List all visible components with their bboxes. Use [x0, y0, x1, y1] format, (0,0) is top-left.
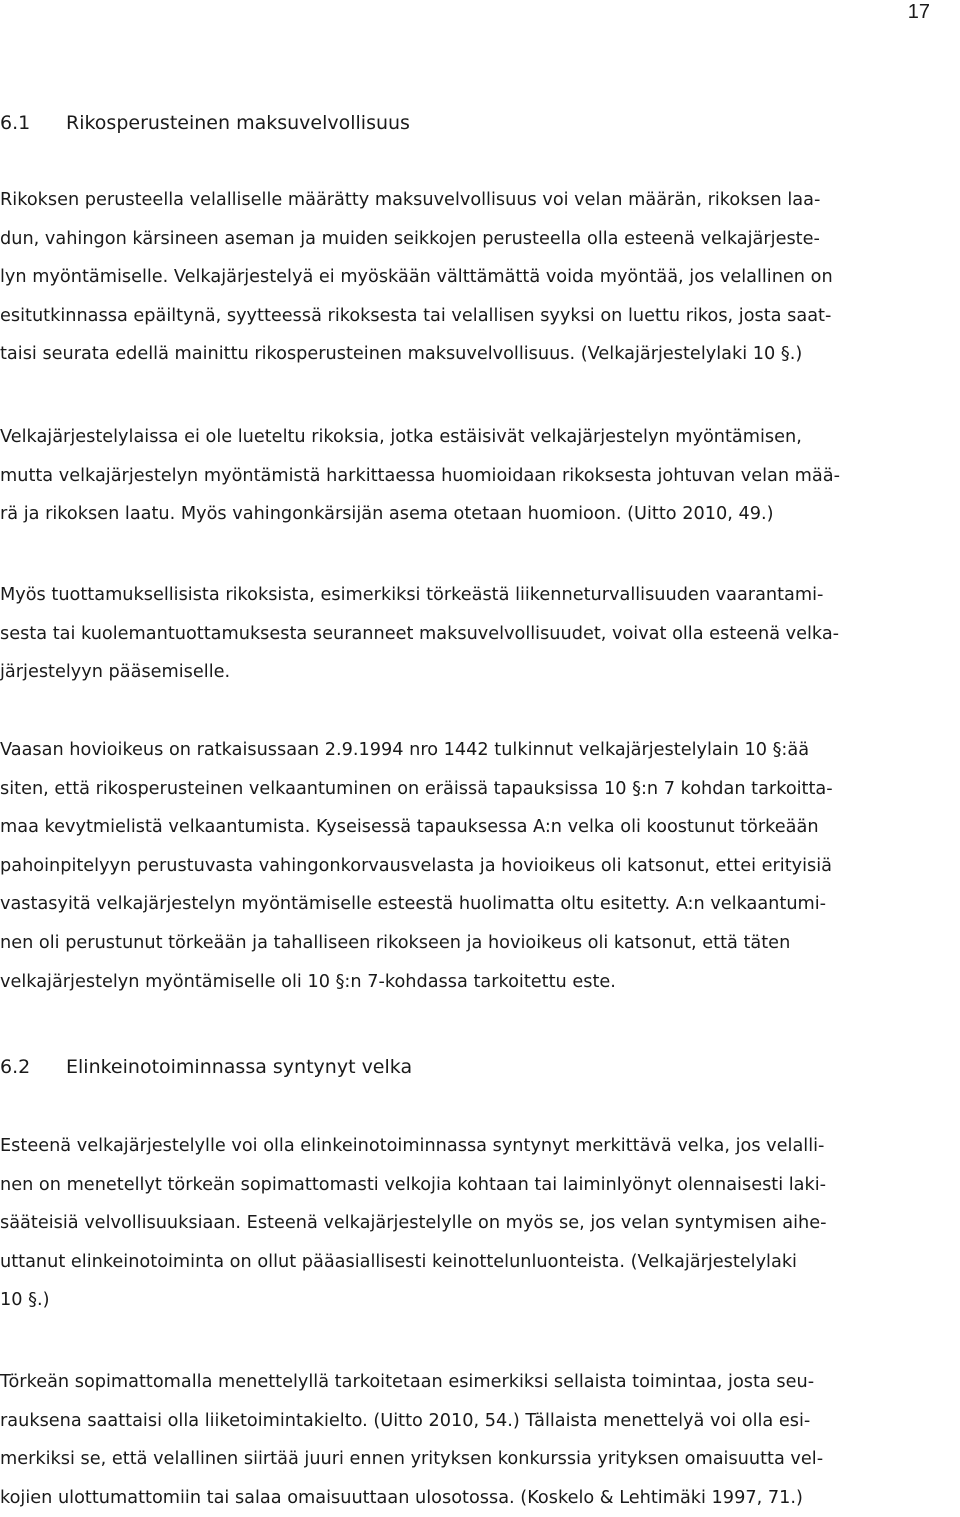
text-line: sesta tai kuolemantuottamuksesta seuranneet maksuvelvollisuudet, voivat olla esteenä velka- — [0, 623, 840, 644]
text-line: 10 §.) — [0, 1290, 50, 1311]
section-heading — [0, 1055, 412, 1079]
text-line: kojien ulottumattomiin tai salaa omaisuuttaan ulosotossa. (Koskelo & Lehtimäki 1997, 71.) — [0, 1487, 803, 1508]
text-line: lyn myöntämiselle. Velkajärjestelyä ei myöskään välttämättä voida myöntää, jos velallinen on — [0, 267, 833, 288]
text-line: järjestelyyn pääsemiselle. — [0, 662, 231, 683]
text-line: rä ja rikoksen laatu. Myös vahingonkärsijän asema otetaan huomioon. (Uitto 2010, 49.) — [0, 504, 774, 525]
paragraph — [0, 731, 960, 1001]
section-number: 6.1 — [0, 112, 31, 134]
text-line: uttanut elinkeinotoiminta on ollut pääasiallisesti keinottelunluonteista. (Velkajärjestelylaki — [0, 1251, 797, 1272]
text-line: Vaasan hovioikeus on ratkaisussaan 2.9.1994 nro 1442 tulkinnut velkajärjestelylain 10 §:ää — [0, 740, 810, 760]
paragraph — [0, 576, 960, 692]
paragraph — [0, 1127, 960, 1320]
text-line: mutta velkajärjestelyn myöntämistä harkittaessa huomioidaan rikoksesta johtuvan velan mää- — [0, 465, 840, 486]
page-number: 17 — [907, 1, 930, 23]
text-line: maa kevytmielistä velkaantumista. Kyseisessä tapauksessa A:n velka oli koostunut törkeään — [0, 817, 819, 838]
text-line: dun, vahingon kärsineen aseman ja muiden seikkojen perusteella olla esteenä velkajärjeste- — [0, 228, 820, 249]
text-line: Esteenä velkajärjestelylle voi olla elinkeinotoiminnassa syntynyt merkittävä velka, jos velalli- — [0, 1136, 825, 1156]
text-line: rauksena saattaisi olla liiketoimintakielto. (Uitto 2010, 54.) Tällaista menettelyä voi olla esi- — [0, 1410, 811, 1431]
paragraph — [0, 181, 960, 374]
paragraph — [0, 418, 960, 534]
section-title: Rikosperusteinen maksuvelvollisuus — [66, 112, 410, 134]
text-line: taisi seurata edellä mainittu rikosperusteinen maksuvelvollisuus. (Velkajärjestelylaki 10 §.) — [0, 344, 803, 365]
text-line: Rikoksen perusteella velalliselle määrätty maksuvelvollisuus voi velan määrän, rikoksen laa- — [0, 190, 821, 210]
text-line: siten, että rikosperusteinen velkaantuminen on eräissä tapauksissa 10 §:n 7 kohdan tarkoitta- — [0, 778, 833, 799]
paragraph — [0, 1363, 960, 1517]
text-line: sääteisiä velvollisuuksiaan. Esteenä velkajärjestelylle on myös se, jos velan syntymisen aihe- — [0, 1213, 827, 1234]
text-line: esitutkinnassa epäiltynä, syytteessä rikoksesta tai velallisen syyksi on luettu rikos, josta saat- — [0, 305, 832, 326]
text-line: merkiksi se, että velallinen siirtää juuri ennen yrityksen konkurssia yrityksen omaisuutta vel- — [0, 1449, 824, 1470]
text-line: vastasyitä velkajärjestelyn myöntämiselle esteestä huolimatta oltu esitetty. A:n velkaantumi- — [0, 894, 827, 915]
section-number: 6.2 — [0, 1056, 31, 1078]
text-line: velkajärjestelyn myöntämiselle oli 10 §:n 7-kohdassa tarkoitettu este. — [0, 971, 616, 992]
text-line: Velkajärjestelylaissa ei ole lueteltu rikoksia, jotka estäisivät velkajärjestelyn myöntämisen, — [0, 427, 802, 447]
text-line: nen oli perustunut törkeään ja tahalliseen rikokseen ja hovioikeus oli katsonut, että täten — [0, 932, 791, 953]
text-line: Myös tuottamuksellisista rikoksista, esimerkiksi törkeästä liikenneturvallisuuden vaarantami- — [0, 585, 824, 605]
text-line: Törkeän sopimattomalla menettelyllä tarkoitetaan esimerkiksi sellaista toimintaa, josta seu- — [0, 1372, 815, 1392]
section-heading — [0, 111, 410, 135]
text-line: pahoinpitelyyn perustuvasta vahingonkorvausvelasta ja hovioikeus oli katsonut, ettei erityisiä — [0, 855, 832, 876]
section-title: Elinkeinotoiminnassa syntynyt velka — [66, 1056, 413, 1078]
text-line: nen on menetellyt törkeän sopimattomasti velkojia kohtaan tai laiminlyönyt olennaisesti laki- — [0, 1174, 827, 1195]
